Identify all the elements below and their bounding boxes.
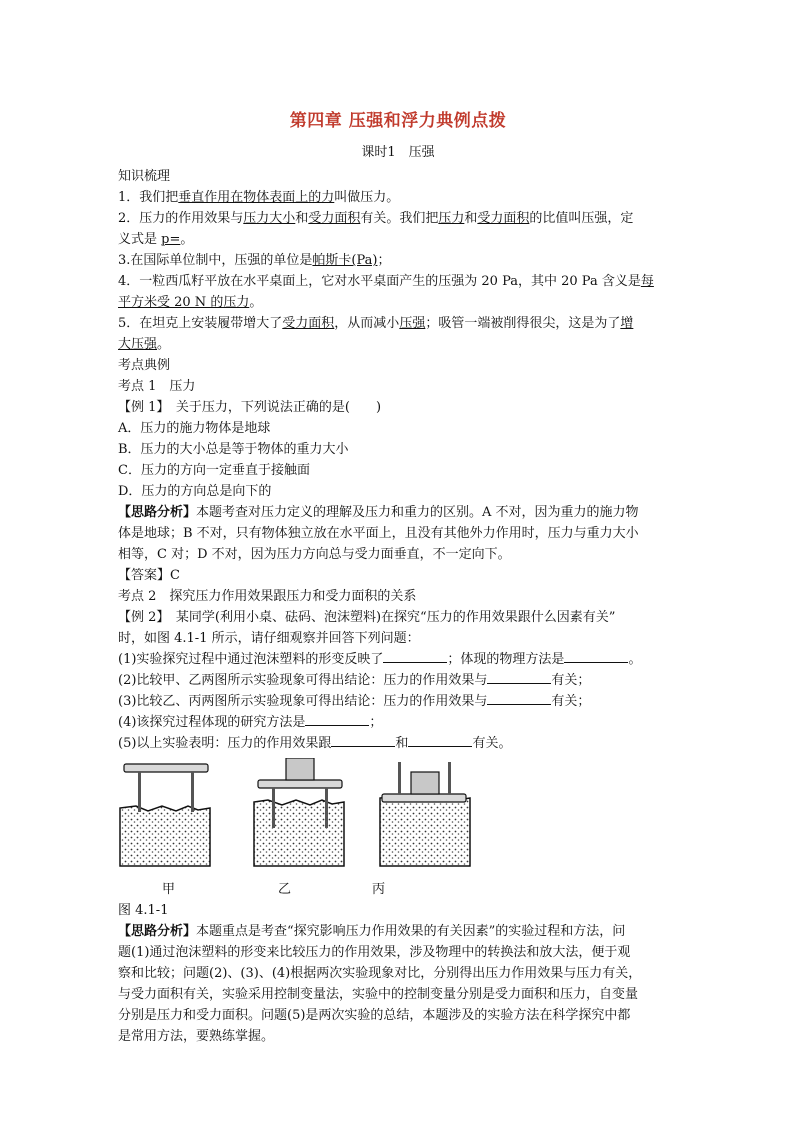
label-yi: 乙: [278, 882, 292, 897]
example-2-analysis-line-2: 题(1)通过泡沫塑料的形变来比较压力的作用效果，涉及物理中的转换法和放大法，便于观: [118, 945, 631, 960]
example-2-subquestion-3: (3)比较乙、丙两图所示实验现象可得出结论：压力的作用效果与 有关；: [118, 694, 591, 709]
document-page: [118, 100, 678, 1047]
knowledge-item-5: 5．在坦克上安装履带增大了受力面积，从而减小压强；吸管一端被削得很尖，这是为了增: [118, 316, 634, 331]
example-1-option-d: D．压力的方向总是向下的: [118, 484, 272, 499]
knowledge-item-2: 2．压力的作用效果与压力大小和受力面积有关。我们把压力和受力面积的比值叫压强，定: [118, 211, 634, 226]
example-2-subquestion-5: (5)以上实验表明：压力的作用效果跟 和 有关。: [118, 736, 512, 751]
point-2-heading: 考点 2 探究压力作用效果跟压力和受力面积的关系: [118, 589, 417, 604]
answer-blank[interactable]: [487, 671, 551, 684]
example-1-analysis-line-3: 相等，C 对；D 不对，因为压力方向总与受力面垂直，不一定向下。: [118, 547, 511, 562]
example-2-question: 【例 2】 某同学(利用小桌、砝码、泡沫塑料)在探究“压力的作用效果跟什么因素有关”: [118, 610, 616, 625]
answer-blank[interactable]: [487, 692, 551, 705]
figure-caption: 图 4.1-1: [118, 903, 169, 918]
example-2-analysis-line-3: 察和比较；问题(2)、(3)、(4)根据两次实验现象对比，分别得出压力作用效果与压力有关，: [118, 966, 642, 981]
example-2-analysis-line-5: 分别是压力和受力面积。问题(5)是两次实验的总结，本题涉及的实验方法在科学探究中都: [118, 1008, 631, 1023]
setup-jia: [120, 764, 210, 866]
knowledge-item-2-cont: 义式是 p=。: [118, 232, 194, 247]
chapter-title: 第四章 压强和浮力典例点拨: [289, 111, 507, 131]
example-2-analysis: 【思路分析】本题重点是考查“探究影响压力作用效果的有关因素”的实验过程和方法，问: [118, 924, 626, 939]
answer-blank[interactable]: [564, 650, 628, 663]
example-2-question-line-2: 时，如图 4.1-1 所示，请仔细观察并回答下列问题：: [118, 631, 420, 646]
example-1-analysis-line-2: 体是地球；B 不对，只有物体独立放在水平面上，且没有其他外力作用时，压力与重力大小: [118, 526, 639, 541]
example-1-analysis: 【思路分析】本题考查对压力定义的理解及压力和重力的区别。A 不对，因为重力的施力物: [118, 505, 639, 520]
example-1-question: 【例 1】 关于压力，下列说法正确的是( ): [118, 400, 382, 415]
experiment-illustration: [118, 758, 678, 878]
point-1-heading: 考点 1 压力: [118, 379, 196, 394]
label-jia: 甲: [162, 882, 176, 897]
example-2-subquestion-4: (4)该探究过程体现的研究方法是 ；: [118, 715, 383, 730]
setup-yi: [254, 758, 344, 866]
setup-bing: [380, 762, 470, 866]
figure-labels: [118, 878, 678, 900]
knowledge-item-4-cont: 平方米受 20 N 的压力。: [118, 295, 263, 310]
example-2-subquestion-1: (1)实验探究过程中通过泡沫塑料的形变反映了 ；体现的物理方法是 。: [118, 652, 642, 667]
example-2-analysis-line-6: 是常用方法，要熟练掌握。: [118, 1029, 275, 1044]
example-1-option-b: B．压力的大小总是等于物体的重力大小: [118, 442, 349, 457]
section-heading-examples: 考点典例: [118, 358, 171, 373]
knowledge-item-4: 4．一粒西瓜籽平放在水平桌面上，它对水平桌面产生的压强为 20 Pa，其中 20 Pa 含义是每: [118, 274, 654, 289]
knowledge-item-1: 1．我们把垂直作用在物体表面上的力叫做压力。: [118, 190, 400, 205]
example-1-option-a: A．压力的施力物体是地球: [118, 421, 271, 436]
label-bing: 丙: [372, 882, 386, 897]
experiment-figure: [118, 758, 678, 878]
answer-blank[interactable]: [331, 734, 395, 747]
answer-blank[interactable]: [383, 650, 447, 663]
lesson-subtitle: 课时1 压强: [361, 145, 435, 160]
example-2-analysis-line-4: 与受力面积有关，实验采用控制变量法，实验中的控制变量分别是受力面积和压力，自变量: [118, 987, 639, 1002]
knowledge-item-5-cont: 大压强。: [118, 337, 171, 352]
example-2-subquestion-2: (2)比较甲、乙两图所示实验现象可得出结论：压力的作用效果与 有关；: [118, 673, 591, 688]
answer-blank[interactable]: [408, 734, 472, 747]
knowledge-item-3: 3.在国际单位制中，压强的单位是帕斯卡(Pa)；: [118, 253, 391, 268]
section-heading-knowledge: 知识梳理: [118, 169, 171, 184]
answer-blank[interactable]: [305, 713, 369, 726]
example-1-answer: 【答案】C: [118, 568, 180, 583]
example-1-option-c: C．压力的方向一定垂直于接触面: [118, 463, 310, 478]
